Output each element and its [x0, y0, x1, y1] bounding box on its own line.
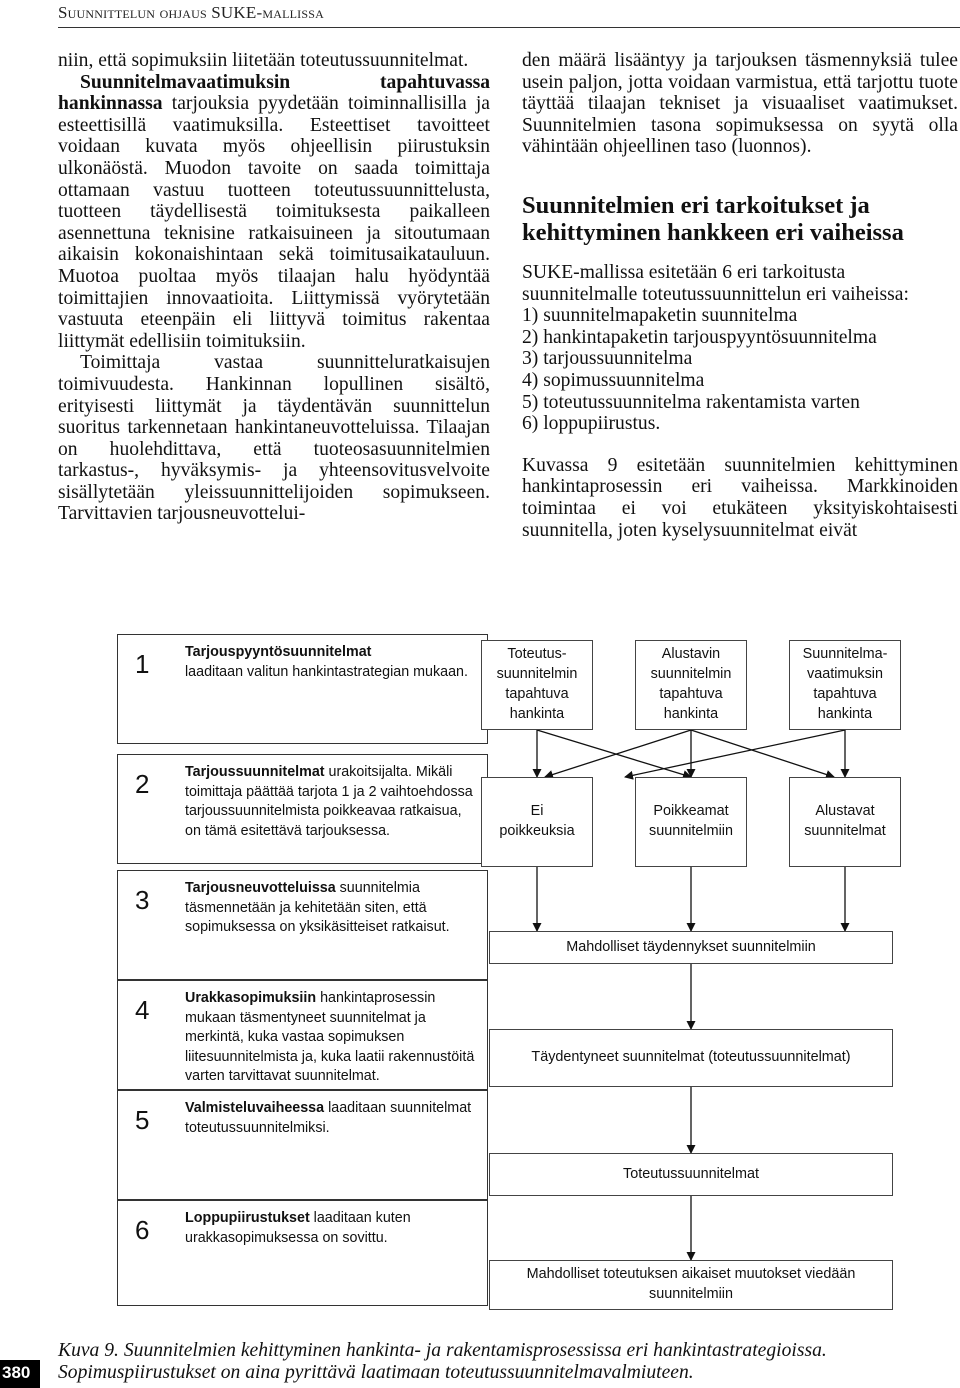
box-label: Toteutussuunnitelmat [623, 1165, 759, 1182]
box-label: Täydentyneet suunnitelmat (toteutussuunnitelmat) [531, 1049, 851, 1066]
stage-5 [117, 1090, 488, 1200]
purpose-list-item: 4) sopimussuunnitelma [522, 369, 705, 391]
page-number-tab [0, 1360, 40, 1388]
box-label: Poikkeamat suunnitelmiin [649, 803, 733, 839]
stage-description [185, 1209, 475, 1248]
right-column [522, 50, 958, 541]
purpose-list-item: 1) suunnitelmapaketin suunnitelma [522, 305, 798, 327]
stage-text: laaditaan valitun hankintastrategian mukaan. [185, 663, 468, 680]
stage-description [185, 763, 475, 841]
box-poikkeamat [635, 777, 747, 867]
box-label: Mahdolliset täydennykset suunnitelmiin [566, 938, 816, 955]
box-label: Ei poikkeuksia [499, 803, 575, 839]
stage-text: hankintaprosessin mukaan täsmentyneet suunnitelmat ja merkintä, kuka vastaa sopimuksen liitesuunnitelmista ja, kuka laatii rakennustöitä varten tarvittavat suunnitelmat. [185, 990, 475, 1085]
stage-6 [117, 1200, 488, 1306]
right-paragraph-2: SUKE-mallissa esitetään 6 eri tarkoitusta suunnitelmalle toteutussuunnittelun eri vaiheissa: [522, 261, 909, 305]
box-alustavin-hankinta [635, 640, 747, 730]
stage-title: Tarjoussuunnitelmat [185, 764, 325, 780]
stage-title: Tarjouspyyntösuunnitelmat [185, 644, 372, 660]
stage-text: laaditaan suunnitelmat toteutussuunnitelmiksi. [185, 1100, 472, 1136]
figure-caption [58, 1340, 958, 1384]
box-muutokset [489, 1260, 893, 1310]
page-number: 380 [2, 1363, 31, 1382]
purpose-list-item: 2) hankintapaketin tarjouspyyntösuunnitelma [522, 326, 877, 348]
stage-number: 6 [135, 1215, 150, 1245]
stage-title: Urakkasopimuksiin [185, 990, 317, 1006]
box-alustavat [789, 777, 901, 867]
stage-1 [117, 634, 488, 744]
stage-text: urakoitsijalta. Mikäli toimittaja päättää tarjota 1 ja 2 vaihtoehdossa tarjoussuunnitelmista poikkeavaa ratkaisua, on tämä esitettävä tarjouksessa. [185, 764, 473, 839]
caption-line: Kuva 9. Suunnitelmien kehittyminen hankinta- ja rakentamisprosessissa eri hankintastrategioissa. [58, 1340, 827, 1361]
left-paragraph-2-body: tarjouksia pyydetään toiminnallisilla ja esteettisillä vaatimuksilla. Esteettiset tavoitteet voidaan kuvata myös ohjeellisin piirustuksin ulkonäöstä. Muodon tavoite on saada toimittaja ottamaan vastuu tuotteen toteutussuunnittelusta, tuotteen täydellisestä toimituksesta paikalleen asennettuna teknisine ratkaisuineen ja sitoutumaan aikaisin kokonaishintaan sekä toimitusaikatauluun. Muotoa puoltaa myös tilaajan halu hyödyntää toimittajien innovaatioita. Liittymissä vyörytetään vastuuta eteenpäin eli liittyvä toimitus rakentaa liittymät edellisiin toimituksiin. [58, 93, 490, 352]
box-label: Toteutus- suunnitelmin tapahtuva hankinta [496, 646, 578, 722]
section-heading: Suunnitelmien eri tarkoitukset ja kehittyminen hankkeen eri vaiheissa [522, 191, 904, 246]
running-header: Suunnittelun ohjaus SUKE-mallissa [58, 3, 324, 22]
left-paragraph-2 [58, 72, 490, 353]
left-column [58, 50, 490, 525]
stage-description [185, 643, 468, 682]
box-label: Mahdolliset toteutuksen aikaiset muutokset viedään suunnitelmiin [526, 1266, 856, 1302]
caption-line: Sopimuspiirustukset on aina pyrittävä laatimaan toteutussuunnitelmavalmiuteen. [58, 1361, 694, 1383]
stage-description [185, 879, 470, 938]
stage-2 [117, 754, 488, 864]
stage-4 [117, 980, 488, 1090]
box-ei-poikkeuksia [481, 777, 593, 867]
purpose-list-item: 5) toteutussuunnitelma rakentamista varten [522, 391, 860, 413]
box-label: Suunnitelma- vaatimuksin tapahtuva hankinta [802, 646, 888, 722]
stage-number: 1 [135, 649, 150, 679]
stage-number: 4 [135, 995, 150, 1025]
stage-number: 5 [135, 1105, 150, 1135]
box-label: Alustavat suunnitelmat [804, 803, 886, 839]
purpose-list-item: 3) tarjoussuunnitelma [522, 348, 693, 370]
box-taydentyneet [489, 1029, 893, 1087]
stage-3 [117, 870, 488, 980]
left-paragraph-1: niin, että sopimuksiin liitetään toteutussuunnitelmat. [58, 50, 469, 71]
stage-text: laaditaan kuten urakkasopimuksessa on sovittu. [185, 1210, 411, 1246]
stage-description [185, 989, 480, 1087]
process-diagram [117, 634, 960, 1314]
stage-title: Valmisteluvaiheessa [185, 1100, 325, 1116]
box-label: Alustavin suunnitelmin tapahtuva hankinta [650, 646, 732, 722]
box-taydennykset [489, 931, 893, 964]
right-paragraph-3: Kuvassa 9 esitetään suunnitelmien kehittyminen hankintaprosessin eri vaiheissa. Markkinoiden toimintaa ei voi etukäteen yksityiskohtaisesti suunnitella, joten kyselysuunnitelmat eivät [522, 454, 958, 541]
box-toteutussuunnitelmat [489, 1153, 893, 1196]
stage-title: Loppupiirustukset [185, 1210, 310, 1226]
left-paragraph-3: Toimittaja vastaa suunnitteluratkaisujen toimivuudesta. Hankinnan lopullinen sisältö, erityisesti liittymät ja täydentävän suunnittelun suoritus tarkennetaan hankintaneuvotteluissa. Tilaajan on huolehdittava, että tuoteosasuunnitelmien tarkastus-, hyväksymis- ja yhteensovitusvelvoite sisällytetään yleissuunnittelijoiden sopimukseen. Tarvittavien tarjousneuvottelui- [58, 352, 490, 525]
box-vaatimuksin-hankinta [789, 640, 901, 730]
stage-number: 3 [135, 885, 150, 915]
stage-title: Tarjousneuvotteluissa [185, 880, 336, 896]
box-toteutus-hankinta [481, 640, 593, 730]
stage-number: 2 [135, 769, 150, 799]
stage-description [185, 1099, 475, 1138]
left-paragraph-2-lead: Suunnitelmavaatimuksin tapahtuvassa hankinnassa [58, 71, 490, 115]
right-paragraph-1: den määrä lisääntyy ja tarjouksen täsmennyksiä tulee usein paljon, jotta voidaan varmistua, että tarjottu tuote täyttää tilaajan tekniset ja visuaaliset vaatimukset. Suunnitelmien tasona sopimuksessa on syytä olla vähintään ohjeellinen taso (luonnos). [522, 50, 958, 158]
stage-text: suunnitelmia täsmennetään ja kehitetään siten, että sopimuksessa on yksikäsitteiset ratkaisut. [185, 880, 450, 936]
purpose-list [522, 305, 958, 435]
purpose-list-item: 6) loppupiirustus. [522, 413, 661, 435]
header-divider [58, 27, 960, 28]
